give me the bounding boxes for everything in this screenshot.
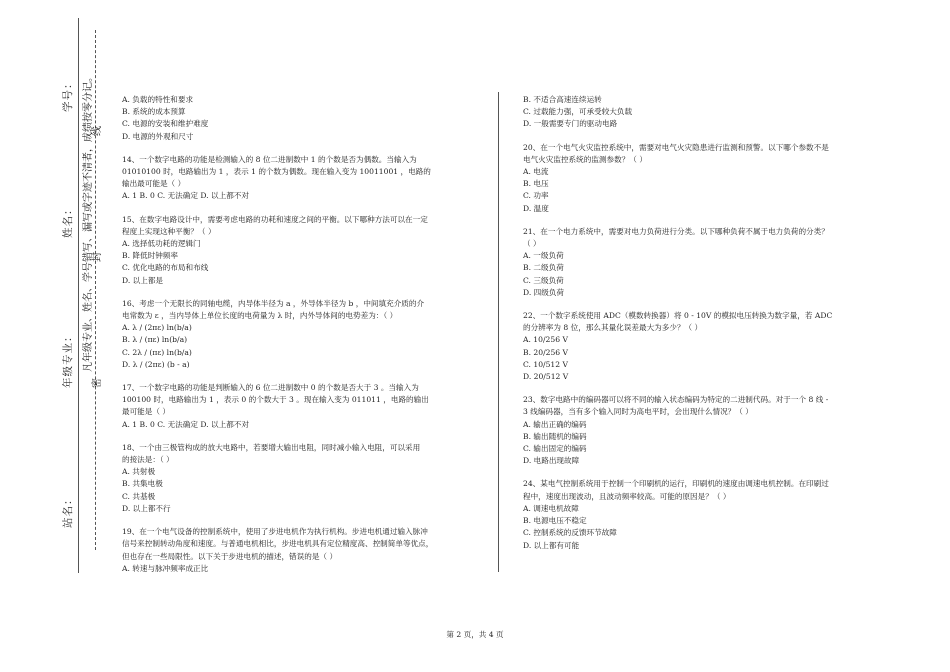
option-line: B. 20/256 V	[523, 347, 569, 357]
binding-dashed-line	[95, 30, 96, 550]
option-line: D. 电源的外观和尺寸	[122, 131, 194, 141]
option-line: D. 20/512 V	[523, 372, 569, 382]
question-line: 01010100 时，电路输出为 1 ，表示 1 的个数为偶数。现在输入变为 10011001 ，电路的	[122, 167, 431, 177]
option-line: C. 输出固定的编码	[523, 444, 587, 454]
question-line: 23、数字电路中的编码器可以将不同的输入状态编码为特定的二进制代码。对于一个 8 线 -	[523, 395, 829, 405]
option-line: B. 共集电极	[122, 479, 163, 489]
column-divider	[498, 92, 499, 572]
option-line: A. 电流	[523, 167, 549, 177]
label-zhanming: 站名：	[62, 493, 74, 528]
question-line: 程中，速度出现波动，且波动频率较高。可能的原因是？（ ）	[523, 491, 731, 501]
option-line: A. 1 B. 0 C. 无法确定 D. 以上都不对	[122, 419, 249, 429]
spacer	[122, 371, 480, 382]
option-line: A. 10/256 V	[523, 335, 568, 345]
question-line: （ ）	[523, 239, 541, 249]
option-line: C. 优化电路的布局和布线	[122, 263, 209, 273]
option-line: C. 控制系统的反馈环节故障	[523, 528, 617, 538]
question-line: 22、一个数字系统使用 ADC（模数转换器）将 0 - 10V 的模拟电压转换为数字量，若 ADC	[523, 311, 833, 321]
option-line: C. 2λ / (πε) ln(b/a)	[122, 347, 192, 357]
option-line: D. λ / (2πε) (b - a)	[122, 359, 190, 369]
option-line: B. 降低时钟频率	[122, 251, 178, 261]
question-line: 电气火灾监控系统的监测参数？（ ）	[523, 154, 647, 164]
question-line: 电常数为 ε ，当内导体上单位长度的电荷量为 λ 时，内外导体间的电势差为：（ ）	[122, 311, 398, 321]
option-line: C. 过载能力强，可承受较大负载	[523, 107, 633, 117]
spacer	[523, 383, 881, 394]
label-xingming: 姓名：	[62, 203, 74, 238]
option-line: B. 电源电压不稳定	[523, 516, 587, 526]
label-nianjizhuanye: 年级专业：	[62, 330, 74, 388]
option-line: B. 电压	[523, 179, 549, 189]
option-line: D. 四级负荷	[523, 287, 565, 297]
option-line: A. 一级负荷	[523, 251, 564, 261]
option-line: D. 电路出现故障	[523, 456, 580, 466]
binding-margin	[0, 0, 110, 672]
option-line: A. 1 B. 0 C. 无法确定 D. 以上都不对	[122, 191, 249, 201]
spacer	[122, 143, 480, 154]
option-line: C. 电源的安装和维护难度	[122, 119, 209, 129]
question-line: 18、一个由三极管构成的放大电路中，若要增大输出电阻，同时减小输入电阻，可以采用	[122, 442, 421, 452]
question-line: 输出最可能是（ ）	[122, 179, 186, 189]
seal-mi: 密	[92, 378, 103, 388]
option-line: C. 三级负荷	[523, 275, 564, 285]
spacer	[523, 299, 881, 310]
option-line: C. 功率	[523, 191, 549, 201]
spacer	[122, 287, 480, 298]
question-line: 19、在一个电气设备的控制系统中，使用了步进电机作为执行机构。步进电机通过输入脉冲	[122, 527, 428, 537]
spacer	[523, 131, 881, 142]
binding-note: 凡年级专业、姓名、学号错写、漏写或字迹不清者，成绩按零分记。	[83, 72, 94, 372]
option-line: B. 输出随机的编码	[523, 431, 587, 441]
option-line: C. 共基极	[122, 491, 156, 501]
option-line: D. 一般需要专门的驱动电路	[523, 119, 618, 129]
option-line: A. 输出正确的编码	[523, 419, 587, 429]
option-line: B. 二级负荷	[523, 263, 564, 273]
page-footer: 第 2 页，共 4 页	[446, 630, 504, 639]
question-line: 100100 时，电路输出为 1 ，表示 0 的个数大于 3 。现在输入变为 011011 ，电路的输出	[122, 395, 429, 405]
spacer	[523, 467, 881, 478]
option-line: A. 转速与脉冲频率成正比	[122, 563, 209, 573]
option-line: D. 温度	[523, 203, 549, 213]
question-line: 信号来控制转动角度和速度。与普通电机相比，步进电机具有定位精度高、控制简单等优点，	[122, 539, 434, 549]
question-line: 17、一个数字电路的功能是判断输入的 6 位二进制数中 0 的个数是否大于 3 。当输入为	[122, 383, 419, 393]
question-line: 程度上实现这种平衡？（ ）	[122, 226, 216, 236]
question-line: 但也存在一些局限性。以下关于步进电机的描述，错误的是（ ）	[122, 551, 338, 561]
option-line: A. 调速电机故障	[523, 503, 579, 513]
option-line: B. λ / (πε) ln(b/a)	[122, 335, 188, 345]
spacer	[523, 215, 881, 226]
option-line: A. 共射极	[122, 467, 156, 477]
option-line: A. λ / (2πε) ln(b/a)	[122, 323, 192, 333]
question-line: 15、在数字电路设计中，需要考虑电路的功耗和速度之间的平衡。以下哪种方法可以在一定	[122, 214, 428, 224]
left-column	[122, 94, 480, 575]
question-line: 24、某电气控制系统用于控制一个印刷机的运行，印刷机的速度由调速电机控制。在印刷过	[523, 479, 829, 489]
question-line: 21、在一个电力系统中，需要对电力负荷进行分类。以下哪种负荷不属于电力负荷的分类？	[523, 226, 829, 236]
spacer	[122, 203, 480, 214]
right-column	[523, 94, 881, 552]
option-line: D. 以上都有可能	[523, 540, 580, 550]
question-line: 的分辨率为 8 位，那么其量化误差最大为多少？（ ）	[523, 323, 703, 333]
option-line: B. 系统的成本预算	[122, 107, 186, 117]
question-line: 20、在一个电气火灾监控系统中，需要对电气火灾隐患进行监测和预警。以下哪个参数不是	[523, 142, 829, 152]
spacer	[122, 431, 480, 442]
question-line: 的接法是：（ ）	[122, 455, 174, 465]
option-line: A. 选择低功耗的逻辑门	[122, 239, 201, 249]
option-line: D. 以上都是	[122, 275, 164, 285]
question-line: 最可能是（ ）	[122, 407, 170, 417]
option-line: A. 负载的特性和要求	[122, 95, 194, 104]
option-line: D. 以上都不行	[122, 503, 171, 513]
question-line: 3 线编码器，当有多个输入同时为高电平时，会出现什么情况？（ ）	[523, 407, 753, 417]
label-xuehao: 学号：	[62, 77, 74, 112]
seal-xian: 线	[92, 126, 103, 136]
seal-feng: 封	[92, 252, 103, 262]
question-line: 14、一个数字电路的功能是检测输入的 8 位二进制数中 1 的个数是否为偶数。当输入为	[122, 154, 417, 164]
spacer	[122, 515, 480, 526]
option-line: C. 10/512 V	[523, 359, 568, 369]
question-line: 16、考虑一个无限长的同轴电缆，内导体半径为 a ，外导体半径为 b ，中间填充介质的介	[122, 298, 425, 308]
option-line: B. 不适合高速连续运转	[523, 95, 602, 104]
